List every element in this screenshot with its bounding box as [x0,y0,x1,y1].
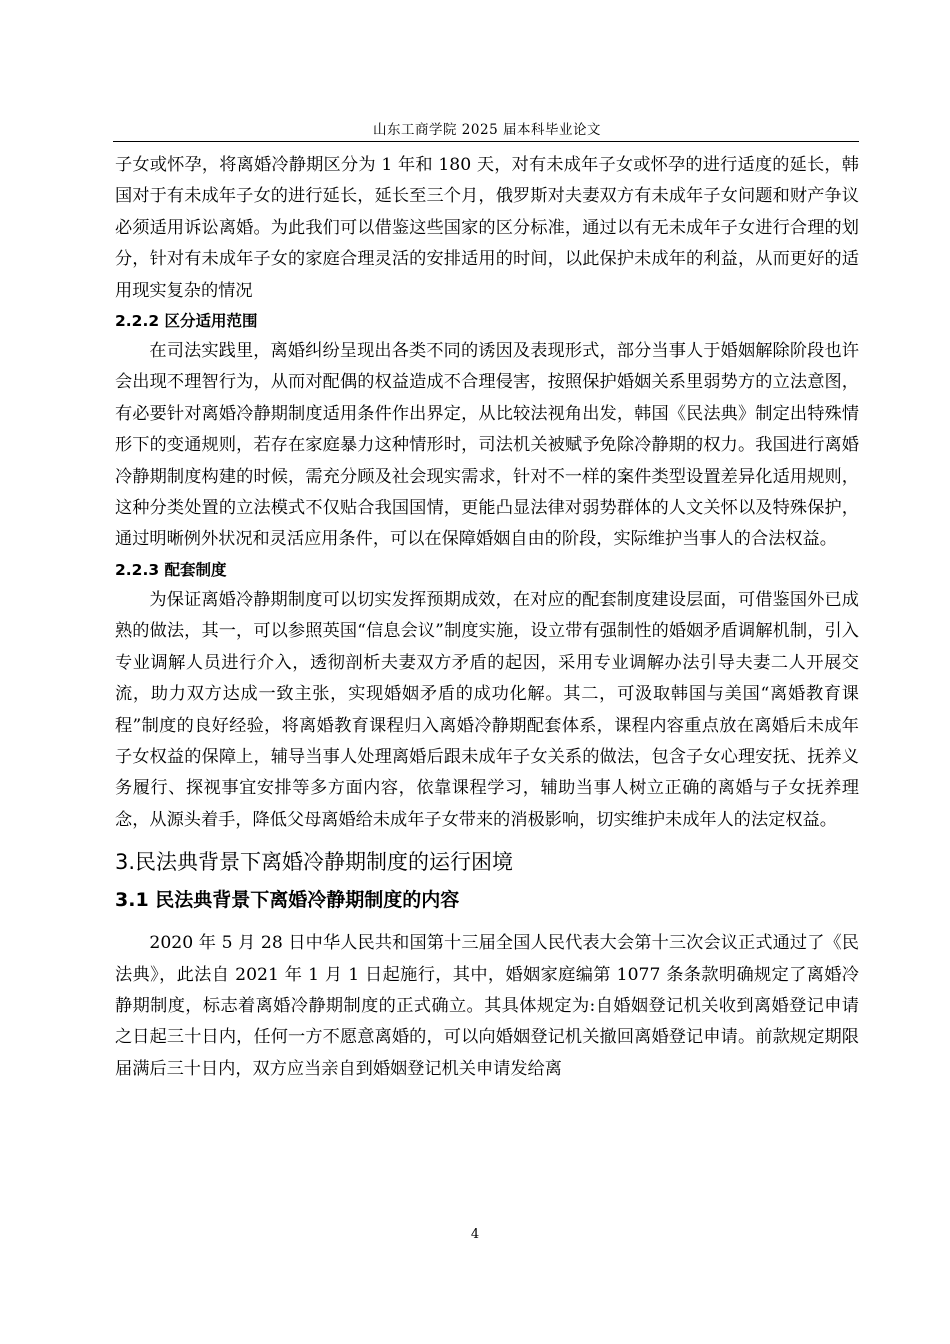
section-heading-2-2-3: 2.2.3 配套制度 [115,560,227,579]
paragraph-section-2-2-2: 在司法实践里，离婚纠纷呈现出各类不同的诱因及表现形式，部分当事人于婚姻解除阶段也许会出现不理智行为，从而对配偶的权益造成不合理侵害，按照保护婚姻关系里弱势方的立法意图，有必要针对离婚冷静期制度适用条件作出界定，从比较法视角出发，韩国《民法典》制定出特殊情形下的变通规则，若存在家庭暴力这种情形时，司法机关被赋予免除冷静期的权力。我国进行离婚冷静期制度构建的时候，需充分顾及社会现实需求，针对不一样的案件类型设置差异化适用规则，这种分类处置的立法模式不仅贴合我国国情，更能凸显法律对弱势群体的人文关怀以及特殊保护，通过明晰例外状况和灵活应用条件，可以在保障婚姻自由的阶段，实际维护当事人的合法权益。 [115,341,859,550]
document-body [115,150,859,1085]
chapter-heading-3: 3.民法典背景下离婚冷静期制度的运行困境 [115,850,514,875]
paragraph-continuation: 子女或怀孕，将离婚冷静期区分为 1 年和 180 天，对有未成年子女或怀孕的进行适度的延长，韩国对于有未成年子女的进行延长，延长至三个月，俄罗斯对夫妻双方有未成年子女问题和财产争议必须适用诉讼离婚。为此我们可以借鉴这些国家的区分标准，通过以有无未成年子女进行合理的划分，针对有未成年子女的家庭合理灵活的安排适用的时间，以此保护未成年的利益，从而更好的适用现实复杂的情况 [115,155,859,301]
header-rule [113,141,859,142]
section-heading-3-1: 3.1 民法典背景下离婚冷静期制度的内容 [115,889,460,912]
page-number: 4 [470,1227,480,1242]
section-heading-2-2-2: 2.2.2 区分适用范围 [115,312,258,331]
paragraph-section-3-1: 2020 年 5 月 28 日中华人民共和国第十三届全国人民代表大会第十三次会议正式通过了《民法典》，此法自 2021 年 1 月 1 日起施行，其中，婚姻家庭编第 1077 条条款明确规定了离婚冷静期制度，标志着离婚冷静期制度的正式确立。其具体规定为:自婚姻登记机关收到离婚登记申请之日起三十日内，任何一方不愿意离婚的，可以向婚姻登记机关撤回离婚登记申请。前款规定期限届满后三十日内，双方应当亲自到婚姻登记机关申请发给离 [115,933,859,1079]
running-header: 山东工商学院 2025 届本科毕业论文 [373,122,601,138]
paragraph-section-2-2-3: 为保证离婚冷静期制度可以切实发挥预期成效，在对应的配套制度建设层面，可借鉴国外已成熟的做法，其一，可以参照英国“信息会议”制度实施，设立带有强制性的婚姻矛盾调解机制，引入专业调解人员进行介入，透彻剖析夫妻双方矛盾的起因，采用专业调解办法引导夫妻二人开展交流，助力双方达成一致主张，实现婚姻矛盾的成功化解。其二，可汲取韩国与美国“离婚教育课程”制度的良好经验，将离婚教育课程归入离婚冷静期配套体系，课程内容重点放在离婚后未成年子女权益的保障上，辅导当事人处理离婚后跟未成年子女关系的做法，包含子女心理安抚、抚养义务履行、探视事宜安排等多方面内容，依靠课程学习，辅助当事人树立正确的离婚与子女抚养理念，从源头着手，降低父母离婚给未成年子女带来的消极影响，切实维护未成年人的法定权益。 [115,589,859,830]
